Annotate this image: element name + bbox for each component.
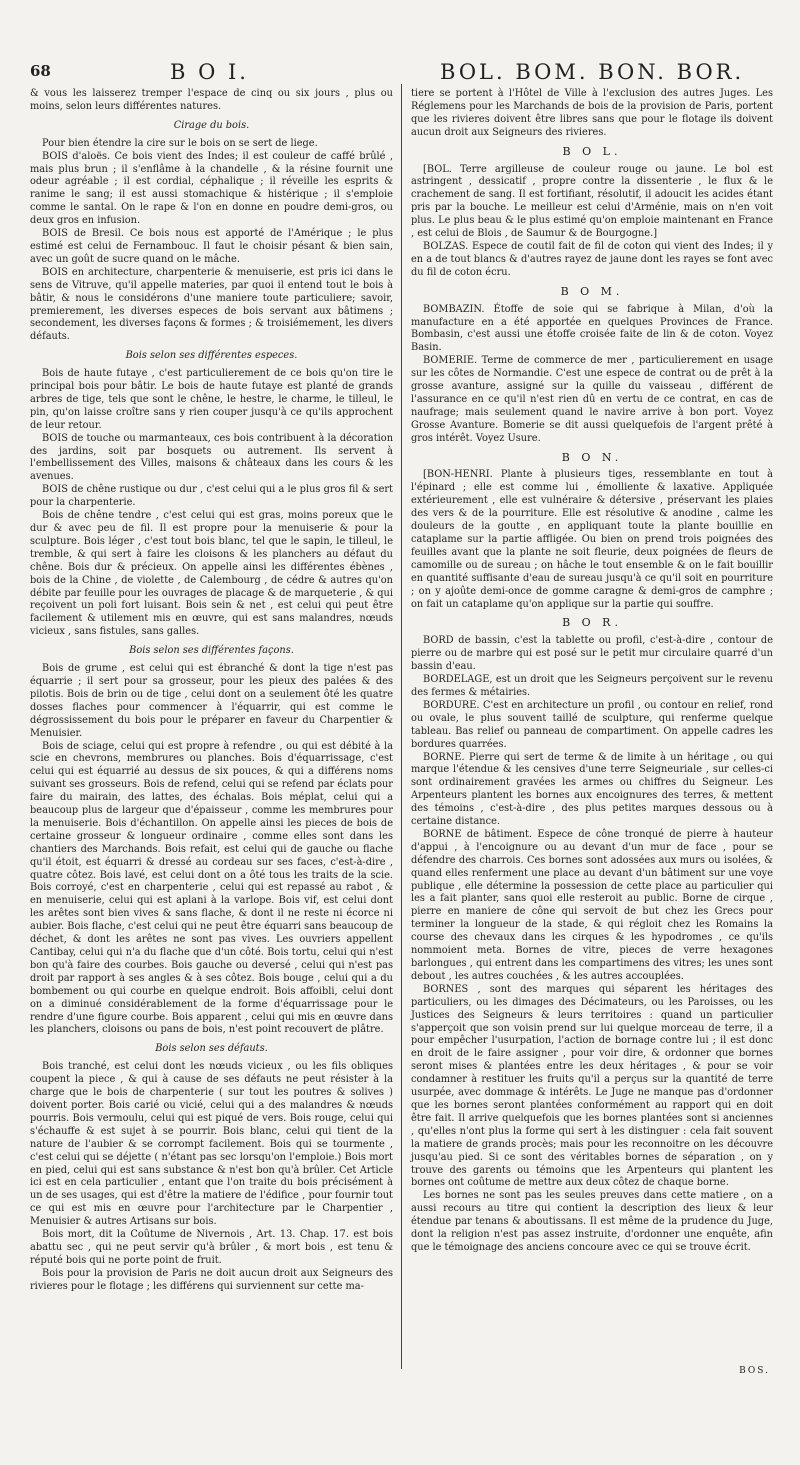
right-column (411, 88, 773, 1255)
paragraph: & vous les laisserez tremper l'espace de cinq ou six jours , plus ou moins, selon leurs différentes natures. (30, 88, 393, 112)
paragraph: Bois de grume , est celui qui est ébranché & dont la tige n'est pas équarrie ; il sert pour sa grosseur, pour les pieux des palées & des pilotis. Bois de brin ou de tige , celui dont on a seulement ôté les quatre dosses flaches pour commencer à l'équarrir, qui est comme le dégrossissement du bois pour le préparer en faveur du Charpentier & Menuisier. (30, 663, 393, 739)
paragraph: BORDURE. C'est en architecture un profil , ou contour en relief, rond ou ovale, le plus souvent taillé de sculpture, qui renferme quelque tableau. Bas relief ou panneau de compartiment. On appelle cadres les bordures quarrées. (411, 699, 773, 750)
paragraph: Pour bien étendre la cire sur le bois on se sert de liege. (42, 137, 318, 149)
paragraph: BOIS de Bresil. Ce bois nous est apporté de l'Amérique ; le plus estimé est celui de Fernambouc. Il faut le choisir pésant & bien sain, avec un goût de sucre quand on le mâche. (30, 228, 393, 265)
paragraph: Bois mort, dit la Coûtume de Nivernois , Art. 13. Chap. 17. est bois abattu sec , qui ne peut servir qu'à brûler , & mort bois , est tenu & réputé bois qui ne porte point de fruit. (30, 1229, 393, 1266)
paragraph: BOIS en architecture, charpenterie & menuiserie, est pris ici dans le sens de Vitruve, qu'il appelle materies, par quoi il entend tout le bois à bâtir, & nous le considérons d'une maniere toute particuliere; savoir, premierement, les diverses especes de bois servant aux bâtimens ; secondement, les diverses façons & formes ; & troisiémement, les divers défauts. (30, 266, 393, 343)
left-column (30, 88, 393, 1294)
paragraph: BORD de bassin, c'est la tablette ou profil, c'est-à-dire , contour de pierre ou de marbre qui est posé sur le petit mur circulaire quarré d'un bassin d'eau. (411, 635, 773, 673)
page-number: 68 (30, 62, 51, 80)
paragraph: BOLZAS. Espece de coutil fait de fil de coton qui vient des Indes; il y en a de tout blancs & d'autres rayez de jaune dont les rayes se font avec du fil de coton écru. (411, 240, 773, 278)
section-subheading: Bois selon ses différentes façons. (129, 645, 294, 657)
paragraph: Bois de haute futaye , c'est particulierement de ce bois qu'on tire le principal bois pour bâtir. Le bois de haute futaye est planté de grands arbres de tige, tels que sont le chêne, le hestre, le charme, le tilleul, le pin, qu'on laisse croître sans y rien couper jusqu'à ce qu'ils approchent de leur retour. (30, 368, 393, 431)
paragraph: BOIS de chêne rustique ou dur , c'est celui qui a le plus gros fil & sert pour la charpenterie. (30, 484, 393, 509)
paragraph: BORNES , sont des marques qui séparent les héritages des particuliers, ou les dimages des Décimateurs, ou les Paroisses, ou les Justices des Seigneurs & leurs territoires : quand un particulier s'apperçoit que son voisin prend sur lui quelque morceau de terre, il a pour empêcher l'usurpation, l'action de bornage contre lui ; il est donc en droit de le faire assigner , pour voir dire, & ordonner que bornes seront mises & plantées entre les deux héritages , & pour se voir condamner à restituer les fruits qu'il a perçus sur la quantité de terre usurpée, avec dommage & intérêts. Le Juge ne manque pas d'ordonner que les bornes seront plantées conformément au rapport qui en doit être fait. Il arrive quelquefois que les bornes plantées sont si anciennes , qu'elles n'ont plus la forme qui sert à les distinguer : cela fait souvent la matiere de grands procès; mais pour les reconnoitre on les découvre jusqu'au pied. Si ce sont des véritables bornes de séparation , on y trouve des garents ou témoins que les Arpenteurs qui plantent les bornes ont coûtume de mettre aux deux côtez de chaque borne. (411, 983, 773, 1189)
paragraph: BORNE de bâtiment. Espece de cône tronqué de pierre à hauteur d'appui , à l'encoignure ou au devant d'un mur de face , pour se défendre des charrois. Ces bornes sont adossées aux murs ou isolées, & quand elles renferment une place au devant d'un bâtiment sur une voye publique , elle détermine la possession de cette place au particulier qui les a fait planter, sans quoi elle resteroit au public. Borne de cirque , pierre en maniere de cône qui servoit de but chez les Grecs pour terminer la longueur de la stade, & qui régloit chez les Romains la course des chevaux dans les cirques & les hypodromes , ce qu'ils nommoient meta. Bornes de vitre, pieces de verre hexagones barlongues , qui entrent dans les compartimens des vitres; les unes sont debout , les autres couchées , & les autres accouplées. (411, 828, 773, 982)
catchword: BOS. (739, 1366, 770, 1376)
paragraph: tiere se portent à l'Hôtel de Ville à l'exclusion des autres Juges. Les Réglemens pour les Marchands de bois de la provision de Paris, portent que les rivieres doivent être libres sans que pour le flotage ils doivent aucun droit aux Seigneurs des rivieres. (411, 88, 773, 138)
paragraph: BOMBAZIN. Étoffe de soie qui se fabrique à Milan, d'où la manufacture en a été apportée en quelques Provinces de France. Bombasin, c'est aussi une étoffe croisée faite de lin & de coton. Voyez Basin. (411, 303, 773, 354)
paragraph: Bois de chêne tendre , c'est celui qui est gras, moins poreux que le dur & avec peu de fil. Il est propre pour la menuiserie & pour la sculpture. Bois léger , c'est tout bois blanc, tel que le sapin, le tilleul, le tremble, & qui sert à faire les cloisons & les planchers au défaut du chêne. Bois dur & précieux. On appelle ainsi les différentes ébènes , bois de la Chine , de violette , de Calembourg , de cédre & autres qu'on débite par feuille pour les ouvrages de placage & de marqueterie , & qui reçoivent un poli fort luisant. Bois sein & net , est celui qui peut être facilement & utilement mis en œuvre, qui est sans malandres, nœuds vicieux , sans fistules, sans galles. (30, 510, 393, 638)
paragraph: Bois de sciage, celui qui est propre à refendre , ou qui est débité à la scie en chevrons, membrures ou planches. Bois d'équarrissage, c'est celui qui est équarrié au dessus de six pouces, & qui a différens noms suivant ses grosseurs. Bois de refend, celui qui se refend par éclats pour faire du mairain, des lattes, des échalas. Bois méplat, celui qui a beaucoup plus de largeur que d'épaisseur , comme les membrures pour la menuiserie. Bois d'échantillon. On appelle ainsi les pieces de bois de certaine grosseur & longueur ordinaire , comme elles sont dans les chantiers des Marchands. Bois refait, est celui qui de gauche ou flache qu'il étoit, est équarri & dressé au cordeau sur ses faces, c'est-à-dire , quatre côtez. Bois lavé, est celui dont on a ôté tous les traits de la scie. Bois corroyé, c'est en charpenterie , celui qui est repassé au rabot , & en menuiserie, celui qui est aplani à la varlope. Bois vif, est celui dont les arêtes sont bien vives & sans flache, & dont il ne reste ni écorce ni aubier. Bois flache, c'est celui qui ne peut être équarri sans beaucoup de déchet, & dont les arêtes ne sont pas vives. Les ouvriers appellent Cantibay, celui qui n'a du flache que d'un côté. Bois tortu, celui qui n'est bon qu'à faire des courbes. Bois gauche ou deversé , celui qui n'est pas droit par rapport à ses angles & à ses côtez. Bois bouge , celui qui a du bombement ou qui courbe en quelque endroit. Bois affoibli, celui dont on a diminué considérablement de la forme d'équarrissage pour le rendre d'une figure courbe. Bois apparent , celui qui mis en œuvre dans les planchers, cloisons ou pans de bois, n'est point recouvert de plâtre. (30, 740, 393, 1036)
section-heading: B O R. (562, 616, 622, 630)
section-subheading: Bois selon ses défauts. (155, 1043, 268, 1055)
column-divider (401, 84, 402, 1369)
section-heading: B O N. (561, 450, 623, 464)
paragraph: BORDELAGE, est un droit que les Seigneurs perçoivent sur le revenu des fermes & métairies. (411, 674, 773, 698)
paragraph: BORNE. Pierre qui sert de terme & de limite à un héritage , ou qui marque l'étendue & les censives d'une terre Seigneuriale , sur celles-ci sont ordinairement gravées les armes ou chiffres du Seigneur. Les Arpenteurs plantent les bornes aux encoignures des terres, & mettent des témoins , c'est-à-dire , des plus petites marques dessous ou à certaine distance. (411, 751, 773, 828)
paragraph: BOIS d'aloës. Ce bois vient des Indes; il est couleur de caffé brûlé , mais plus brun ; il s'enflâme à la chandelle , & la résine fournit une odeur agréable ; il est cordial, céphalique ; il réveille les esprits & ranime le sang; il est aussi stomachique & histérique ; il s'emploie comme le santal. On le rape & l'on en donne en poudre demi-gros, ou deux gros en infusion. (30, 150, 393, 227)
running-head-left: B O I. (170, 60, 249, 84)
running-head-right: BOL. BOM. BON. BOR. (440, 60, 745, 84)
section-heading: B O L. (562, 144, 622, 158)
paragraph: BOMERIE. Terme de commerce de mer , particulierement en usage sur les côtes de Normandie. C'est une espece de contrat ou de prêt à la grosse avanture, assigné sur la quille du vaisseau , différent de l'assurance en ce qu'il n'est rien dû en vertu de ce contrat, en cas de naufrage; mais seulement quand le navire arrive à bon port. Voyez Grosse Avanture. Bomerie se dit aussi quelquefois de l'argent prêté à gros intérêt. Voyez Usure. (411, 355, 773, 444)
paragraph: Les bornes ne sont pas les seules preuves dans cette matiere , on a aussi recours au titre qui contient la description des lieux & leur étendue par tenans & aboutissans. Il est même de la prudence du Juge, dont la religion n'est pas assez instruite, d'ordonner une enquête, afin que le témoignage des anciens concoure avec ce qui se trouve écrit. (411, 1190, 773, 1253)
section-heading: B O M. (560, 284, 624, 298)
section-subheading: Bois selon ses différentes especes. (125, 350, 298, 362)
paragraph: [BOL. Terre argilleuse de couleur rouge ou jaune. Le bol est astringent , dessicatif , propre contre la dissenterie , le flux & le crachement de sang. Il est fortifiant, résolutif, il adoucit les acides étant pris par la bouche. Le meilleur est celui d'Arménie, mais on n'en voit plus. Le plus beau & le plus estimé qu'on emploie maintenant en France , est celui de Blois , de Saumur & de Bourgogne.] (411, 163, 773, 240)
paragraph: Bois tranché, est celui dont les nœuds vicieux , ou les fils obliques coupent la piece , & qui à cause de ses défauts ne peut résister à la charge que le bois de charpenterie ( sur tout les poutres & solives ) doivent porter. Bois carié ou vicié, celui qui a des malandres & nœuds pourris. Bois vermoulu, celui qui est piqué de vers. Bois rouge, celui qui s'échauffe & est sujet à se pourrir. Bois blanc, celui qui tient de la nature de l'aubier & se corrompt facilement. Bois qui se tourmente , c'est celui qui se déjette ( n'étant pas sec lorsqu'on l'emploie.) Bois mort en pied, celui qui est sans substance & n'est bon qu'à brûler. Cet Article ici est en cela particulier , entant que l'on traite du bois précisément à un de ses usages, qui est d'être la matiere de l'édifice , pour fournir tout ce qui est mis en œuvre pour l'architecture par le Charpentier , Menuisier & autres Artisans sur bois. (30, 1061, 393, 1228)
paragraph: Bois pour la provision de Paris ne doit aucun droit aux Seigneurs des rivieres pour le flotage ; les différens qui surviennent sur cette ma- (30, 1267, 393, 1292)
paragraph: [BON-HENRI. Plante à plusieurs tiges, ressemblante en tout à l'épinard ; elle est comme lui , émolliente & laxative. Appliquée extérieurement , elle est vulnéraire & détersive , préservant les plaies des vers & de la pourriture. Elle est résolutive & anodine , calme les douleurs de la goutte , en appliquant toute la plante bouillie en cataplame sur la partie affligée. Ou bien on prend trois poignées des feuilles avant que la plante ne soit fleurie, deux poignées de fleurs de camomille ou de sureau ; on hâche le tout ensemble & on le fait bouillir en quantité suffisante d'eau de sureau jusqu'à ce qu'il soit en pourriture ; on y ajoûte demi-once de gomme caragne & demi-gros de camphre ; on fait un cataplame qu'on applique sur la partie qui souffre. (411, 469, 773, 610)
section-subheading: Cirage du bois. (173, 119, 250, 131)
paragraph: BOIS de touche ou marmanteaux, ces bois contribuent à la décoration des jardins, soit par bosquets ou autrement. Ils servent à l'embellissement des Villes, maisons & châteaux dans les cours & les avenues. (30, 432, 393, 483)
